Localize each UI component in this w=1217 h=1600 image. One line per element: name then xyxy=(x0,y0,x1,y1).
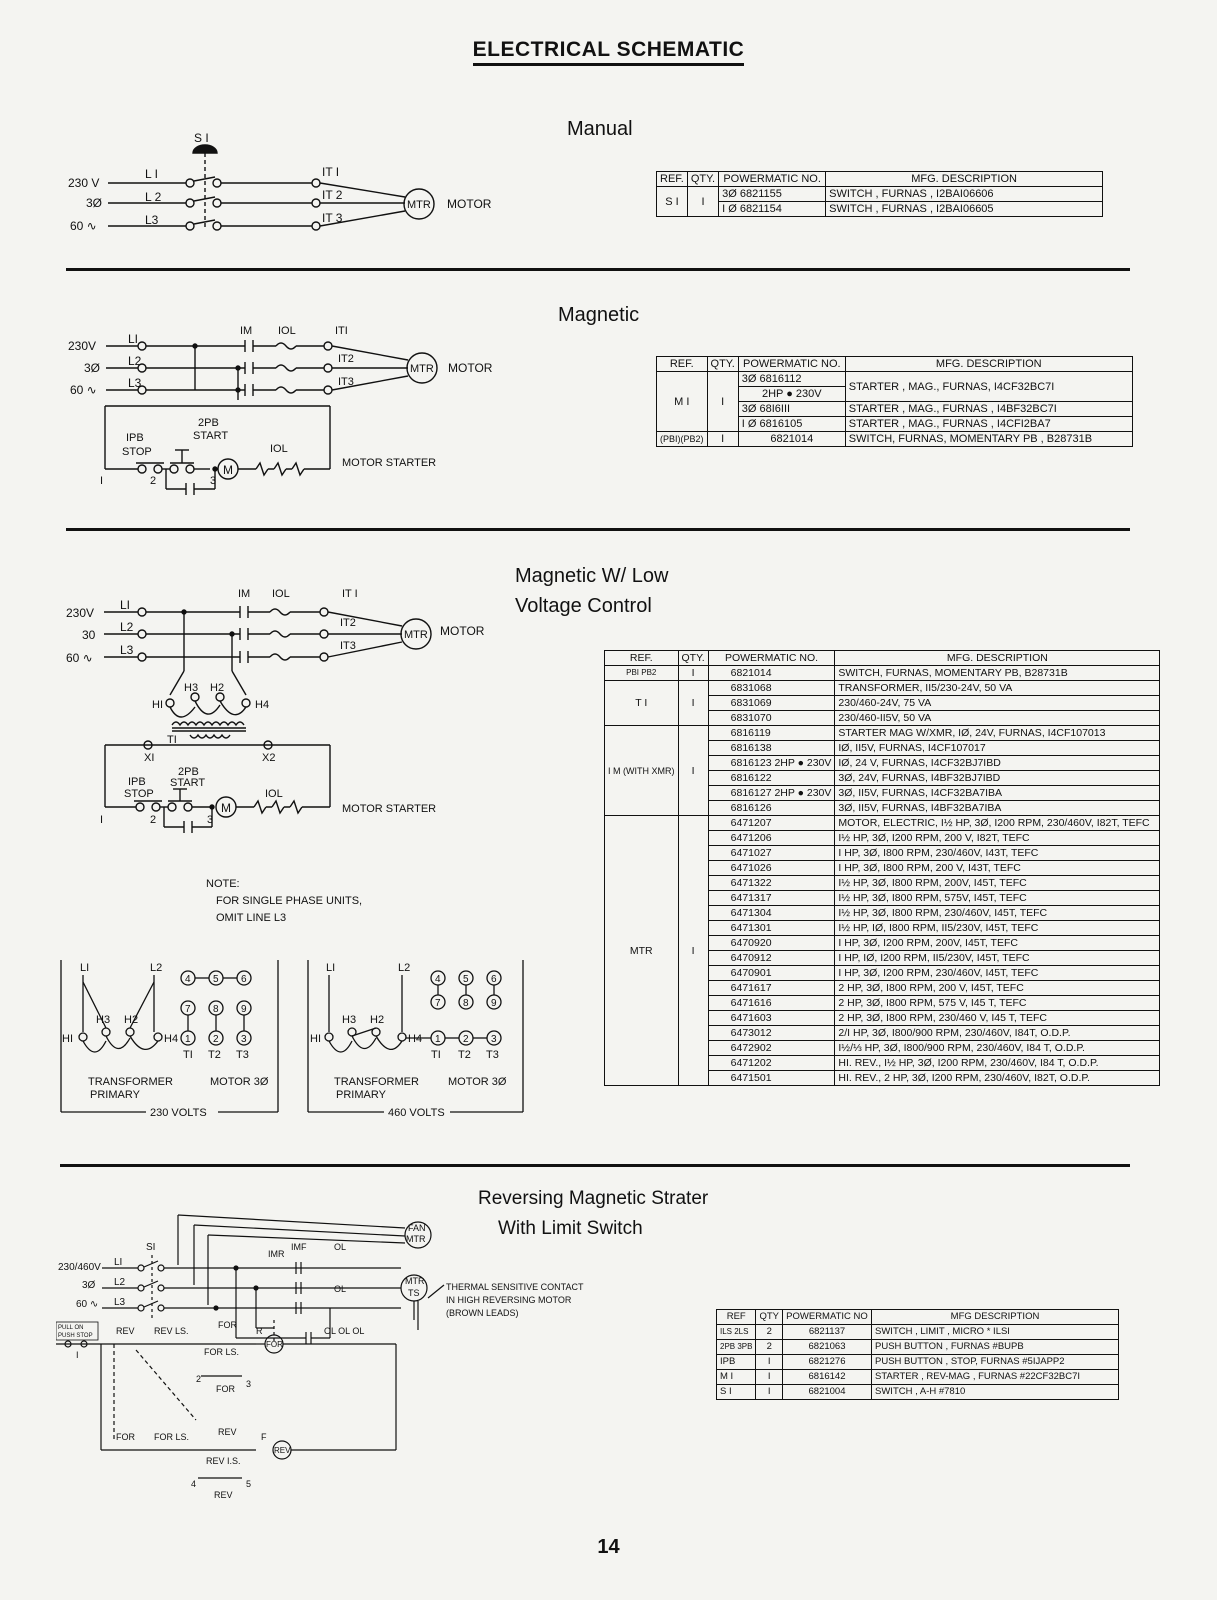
table-row: 6816123 2HP ● 230V IØ, 24 V, FURNAS, I4CF32BJ7IBD xyxy=(605,756,1160,771)
table-header-row: REF QTY POWERMATIC NO MFG DESCRIPTION xyxy=(717,1310,1119,1325)
table-row: 6816126 3Ø, II5V, FURNAS, I4BF32BA7IBA xyxy=(605,801,1160,816)
ol-label: OL xyxy=(334,1242,347,1252)
for-pb-label: FOR xyxy=(116,1432,135,1442)
thermal-line-2: IN HIGH REVERSING MOTOR xyxy=(446,1295,572,1305)
svg-text:9: 9 xyxy=(241,1004,247,1015)
l2-label: L2 xyxy=(150,962,163,974)
l2-label: L 2 xyxy=(145,190,162,204)
table-row: 6470912 I HP, IØ, I200 RPM, II5/230V, I45T, TEFC xyxy=(605,951,1160,966)
svg-text:4: 4 xyxy=(435,974,441,985)
start-label: START xyxy=(193,430,229,442)
l1-label: LI xyxy=(80,962,90,974)
phase-label: 3Ø xyxy=(84,361,101,375)
svg-text:3: 3 xyxy=(491,1034,497,1045)
table-row: I Ø 6816105 STARTER , MAG., FURNAS , I4CFI2BA7 xyxy=(657,417,1133,432)
table-row: 6471616 2 HP, 3Ø, I800 RPM, 575 V, I45 T, TEFC xyxy=(605,996,1160,1011)
table-row: 6471617 2 HP, 3Ø, I800 RPM, 200 V, I45T, TEFC xyxy=(605,981,1160,996)
table-row: 6471603 2 HP, 3Ø, I800 RPM, 230/460 V, I45 T, TEFC xyxy=(605,1011,1160,1026)
r-label: R xyxy=(256,1326,263,1336)
motor-symbol: MTR xyxy=(404,629,428,641)
table-row: 6816127 2HP ● 230V 3Ø, II5V, FURNAS, I4CF32BA7IBA xyxy=(605,786,1160,801)
starter-label: MOTOR STARTER xyxy=(342,803,437,815)
table-row: T I I 6831068 TRANSFORMER, II5/230-24V, 50 VA xyxy=(605,681,1160,696)
node-2-label: 2 xyxy=(150,814,157,826)
page-title: ELECTRICAL SCHEMATIC xyxy=(0,38,1217,62)
l2-label: L2 xyxy=(114,1277,126,1288)
pull-on-label: PULL ON xyxy=(58,1325,84,1331)
im-label: IM xyxy=(238,588,251,600)
thermal-line-3: (BROWN LEADS) xyxy=(446,1308,519,1318)
section-divider xyxy=(66,528,1130,531)
t2-label: T2 xyxy=(458,1049,471,1061)
v230-label: 230V xyxy=(66,606,95,620)
table-header-row: REF. QTY. POWERMATIC NO. MFG. DESCRIPTION xyxy=(605,651,1160,666)
table-row: PBI PB2 I 6821014 SWITCH, FURNAS, MOMENTARY PB, B28731B xyxy=(605,666,1160,681)
manual-parts-table xyxy=(656,171,1103,217)
v230-label: 230 V xyxy=(68,176,100,190)
t3-label: T3 xyxy=(236,1049,249,1061)
table-row: 2HP ● 230V xyxy=(657,387,1133,402)
x1-label: XI xyxy=(144,752,155,764)
phase-label: 3Ø xyxy=(86,196,103,210)
table-header-row: REF. QTY. POWERMATIC NO. MFG. DESCRIPTION xyxy=(657,172,1103,187)
node-2-label: 2 xyxy=(150,475,157,487)
table-row: 6471206 I½ HP, 3Ø, I200 RPM, 200 V, I82T, TEFC xyxy=(605,831,1160,846)
h4-label: H4 xyxy=(164,1033,179,1045)
h3-label: H3 xyxy=(342,1014,357,1026)
table-row: M I I 3Ø 6816112 STARTER , MAG., FURNAS, I4CF32BC7I xyxy=(657,372,1133,387)
svg-text:FOR: FOR xyxy=(266,1340,283,1349)
svg-text:4: 4 xyxy=(185,974,191,985)
for-ls2-label: FOR LS. xyxy=(154,1432,190,1442)
table-row: MTR I 6471207 MOTOR, ELECTRIC, I½ HP, 3Ø, I200 RPM, 230/460V, I82T, TEFC xyxy=(605,816,1160,831)
table-row: 2PB 3PB 2 6821063 PUSH BUTTON , FURNAS #BUPB xyxy=(717,1340,1119,1355)
l3-label: L3 xyxy=(120,643,134,657)
t2-label: IT2 xyxy=(338,353,354,365)
motor-label: MOTOR xyxy=(440,624,485,638)
table-row: 3Ø 68I6III STARTER , MAG., FURNAS , I4BF32BC7I xyxy=(657,402,1133,417)
table-row: S I I 3Ø 6821155 SWITCH , FURNAS , I2BAI06606 xyxy=(657,187,1103,202)
magnetic-heading: Magnetic xyxy=(558,304,640,326)
svg-text:5: 5 xyxy=(463,974,469,985)
rev-bottom-label: REV xyxy=(214,1490,233,1500)
t2-label: T2 xyxy=(208,1049,221,1061)
reversing-parts-table xyxy=(716,1309,1119,1400)
node-1-label: I xyxy=(76,1350,79,1360)
page-number: 14 xyxy=(597,1536,620,1558)
hz-label: 60 ∿ xyxy=(70,383,97,397)
svg-text:OL OL OL: OL OL OL xyxy=(324,1326,365,1336)
phase-label: 3Ø xyxy=(82,1280,96,1291)
svg-text:1: 1 xyxy=(185,1034,191,1045)
svg-text:8: 8 xyxy=(463,998,469,1009)
pb2-label: 2PB xyxy=(198,417,219,429)
section-divider xyxy=(66,268,1130,271)
tp1-label: TRANSFORMER xyxy=(334,1076,419,1088)
tp1-label: TRANSFORMER xyxy=(88,1076,173,1088)
table-row: (PBI)(PB2) I 6821014 SWITCH, FURNAS, MOMENTARY PB , B28731B xyxy=(657,432,1133,447)
low-voltage-schematic xyxy=(60,585,510,855)
l3-label: L3 xyxy=(145,213,159,227)
node-1-label: I xyxy=(100,814,104,826)
t3-label: IT3 xyxy=(338,376,354,388)
table-row: ILS 2LS 2 6821137 SWITCH , LIMIT , MICRO * ILSI xyxy=(717,1325,1119,1340)
svg-text:2: 2 xyxy=(213,1034,219,1045)
tp2-label: PRIMARY xyxy=(90,1089,140,1101)
node-1-label: I xyxy=(100,475,104,487)
table-row: 6470920 I HP, 3Ø, I200 RPM, 200V, I45T, TEFC xyxy=(605,936,1160,951)
magnetic-schematic xyxy=(60,322,500,502)
h4-label: H4 xyxy=(255,699,270,711)
table-row: 6473012 2/I HP, 3Ø, I800/900 RPM, 230/460V, I84T, O.D.P. xyxy=(605,1026,1160,1041)
low-voltage-parts-table xyxy=(604,650,1160,1086)
magnetic-parts-table xyxy=(656,356,1133,447)
t2-label: IT2 xyxy=(340,617,356,629)
imr-label: IMR xyxy=(268,1249,285,1259)
h3-label: H3 xyxy=(184,682,199,694)
table-row: 6471501 HI. REV., 2 HP, 3Ø, I200 RPM, 230/460V, I82T, O.D.P. xyxy=(605,1071,1160,1086)
manual-heading: Manual xyxy=(567,118,633,140)
s1-label: S I xyxy=(194,131,209,145)
fan-motor-label: MTR xyxy=(406,1234,426,1244)
table-row: I Ø 6821154 SWITCH , FURNAS , I2BAI06605 xyxy=(657,202,1103,217)
table-row: 6470901 I HP, 3Ø, I200 RPM, 230/460V, I45T, TEFC xyxy=(605,966,1160,981)
connection-230v xyxy=(61,960,278,1119)
svg-text:1: 1 xyxy=(435,1034,441,1045)
svg-text:6: 6 xyxy=(491,974,497,985)
t1-label: TI xyxy=(183,1049,193,1061)
tp2-label: PRIMARY xyxy=(336,1089,386,1101)
hz-label: 60 ∿ xyxy=(70,219,97,233)
v230-label: 230V xyxy=(68,339,97,353)
thermal-line-1: THERMAL SENSITIVE CONTACT xyxy=(446,1282,584,1292)
f-label: F xyxy=(261,1432,267,1442)
note-line-1: FOR SINGLE PHASE UNITS, xyxy=(216,895,363,907)
svg-text:7: 7 xyxy=(435,998,441,1009)
iol2-label: IOL xyxy=(265,788,283,800)
table-row: IPB I 6821276 PUSH BUTTON , STOP, FURNAS #5IJAPP2 xyxy=(717,1355,1119,1370)
motor-symbol: MTR xyxy=(405,1276,425,1286)
svg-text:8: 8 xyxy=(213,1004,219,1015)
table-row: S I I 6821004 SWITCH , A-H #7810 xyxy=(717,1385,1119,1400)
start-label: START xyxy=(170,777,206,789)
rev-is-label: REV I.S. xyxy=(206,1456,241,1466)
low-voltage-heading-2: Voltage Control xyxy=(515,595,652,617)
l3-label: L3 xyxy=(128,376,142,390)
reversing-schematic xyxy=(56,1210,616,1530)
svg-text:2: 2 xyxy=(463,1034,469,1045)
table-row: 6471304 I½ HP, 3Ø, I800 RPM, 230/460V, I45T, TEFC xyxy=(605,906,1160,921)
coil-m-label: M xyxy=(223,463,233,477)
node-4-label: 4 xyxy=(191,1479,197,1489)
voltage-label: 230/460V xyxy=(58,1262,101,1273)
motor-symbol: MTR xyxy=(410,363,434,375)
connection-460v xyxy=(308,960,523,1119)
l2-label: L2 xyxy=(398,962,411,974)
h2-label: H2 xyxy=(124,1014,139,1026)
t1-label: TI xyxy=(431,1049,441,1061)
t1-label: IT I xyxy=(322,165,340,179)
table-row: 6471317 I½ HP, 3Ø, I800 RPM, 575V, I45T, TEFC xyxy=(605,891,1160,906)
x2-label: X2 xyxy=(262,752,276,764)
rev-ls-label: REV LS. xyxy=(154,1326,189,1336)
svg-text:5: 5 xyxy=(213,974,219,985)
for-contact-label: FOR xyxy=(216,1384,235,1394)
motor-label: MOTOR xyxy=(448,361,493,375)
l1-label: L I xyxy=(145,167,158,181)
motor-label: MOTOR 3Ø xyxy=(448,1076,507,1088)
h3-label: H3 xyxy=(96,1014,111,1026)
t2-label: IT 2 xyxy=(322,188,343,202)
motor-label: MOTOR xyxy=(447,197,492,211)
l1-label: LI xyxy=(114,1257,123,1268)
table-row: 6471026 I HP, 3Ø, I800 RPM, 200 V, I43T, TEFC xyxy=(605,861,1160,876)
t3-label: T3 xyxy=(486,1049,499,1061)
table-row: 6472902 I½/⅓ HP, 3Ø, I800/900 RPM, 230/460V, I84 T, O.D.P. xyxy=(605,1041,1160,1056)
rev-contact-label: REV xyxy=(218,1427,237,1437)
motor-symbol: MTR xyxy=(407,199,431,211)
note-label: NOTE: xyxy=(206,878,240,890)
volts-460-label: 460 VOLTS xyxy=(388,1107,445,1119)
im-label: IM xyxy=(240,325,253,337)
table-header-row: REF. QTY. POWERMATIC NO. MFG. DESCRIPTION xyxy=(657,357,1133,372)
t3-label: IT3 xyxy=(340,640,356,652)
reversing-heading-1: Reversing Magnetic Strater xyxy=(478,1188,709,1209)
node-5-label: 5 xyxy=(246,1479,252,1489)
note-line-2: OMIT LINE L3 xyxy=(216,912,287,924)
h1-label: HI xyxy=(152,699,163,711)
s1-label: SI xyxy=(146,1242,156,1253)
h2-label: H2 xyxy=(210,682,225,694)
t1-label: ITI xyxy=(335,325,348,337)
l3-label: L3 xyxy=(114,1297,126,1308)
l1-label: LI xyxy=(128,332,139,346)
iol2-label: IOL xyxy=(270,443,288,455)
stop-label: STOP xyxy=(124,788,154,800)
push-stop-label: PUSH STOP xyxy=(58,1333,93,1339)
table-row: 6831069 230/460-24V, 75 VA xyxy=(605,696,1160,711)
svg-text:9: 9 xyxy=(491,998,497,1009)
node-3-label: 3 xyxy=(246,1379,252,1389)
node-3-label: 3 xyxy=(210,475,217,487)
table-row: 6816138 IØ, II5V, FURNAS, I4CF107017 xyxy=(605,741,1160,756)
pb1-label: IPB xyxy=(128,776,146,788)
svg-text:7: 7 xyxy=(185,1004,191,1015)
voltage-connection-diagrams xyxy=(58,960,538,1150)
iol-label: IOL xyxy=(278,325,296,337)
l2-label: L2 xyxy=(120,620,134,634)
note-block xyxy=(206,876,362,927)
t3-label: IT 3 xyxy=(322,211,343,225)
rev-label: REV xyxy=(116,1326,135,1336)
table-row: 6471027 I HP, 3Ø, I800 RPM, 230/460V, I43T, TEFC xyxy=(605,846,1160,861)
fan-label: FAN xyxy=(408,1223,426,1233)
phase-label: 30 xyxy=(82,628,96,642)
motor-label: MOTOR 3Ø xyxy=(210,1076,269,1088)
table-row: 6471202 HI. REV., I½ HP, 3Ø, I200 RPM, 230/460V, I84 T, O.D.P. xyxy=(605,1056,1160,1071)
table-row: 6471322 I½ HP, 3Ø, I800 RPM, 200V, I45T, TEFC xyxy=(605,876,1160,891)
svg-text:3: 3 xyxy=(241,1034,247,1045)
l1-label: LI xyxy=(326,962,336,974)
low-voltage-heading-1: Magnetic W/ Low xyxy=(515,565,669,587)
reversing-heading-2: With Limit Switch xyxy=(498,1218,643,1239)
coil-m-label: M xyxy=(221,801,231,815)
starter-label: MOTOR STARTER xyxy=(342,457,437,469)
l2-label: L2 xyxy=(128,354,142,368)
node-2-label: 2 xyxy=(196,1374,202,1384)
h4-label: H4 xyxy=(408,1033,423,1045)
table-row: 6816122 3Ø, 24V, FURNAS, I4BF32BJ7IBD xyxy=(605,771,1160,786)
table-row: M I I 6816142 STARTER , REV-MAG , FURNAS #22CF32BC7I xyxy=(717,1370,1119,1385)
h2-label: H2 xyxy=(370,1014,385,1026)
svg-text:REV: REV xyxy=(274,1446,291,1455)
volts-230-label: 230 VOLTS xyxy=(150,1107,207,1119)
l1-label: LI xyxy=(120,598,131,612)
t1-label: IT I xyxy=(342,588,358,600)
ol2-label: OL xyxy=(334,1284,347,1294)
ts-label: TS xyxy=(408,1288,420,1298)
h1-label: HI xyxy=(62,1033,73,1045)
imf-label: IMF xyxy=(291,1242,307,1252)
pb2-label: 2PB xyxy=(178,766,199,778)
section-divider xyxy=(60,1164,1130,1167)
table-row: I M (WITH XMR) I 6816119 STARTER MAG W/XMR, IØ, 24V, FURNAS, I4CF107013 xyxy=(605,726,1160,741)
hz-label: 60 ∿ xyxy=(76,1299,99,1310)
stop-label: STOP xyxy=(122,446,152,458)
iol-label: IOL xyxy=(272,588,290,600)
svg-text:6: 6 xyxy=(241,974,247,985)
table-row: 6831070 230/460-II5V, 50 VA xyxy=(605,711,1160,726)
hz-label: 60 ∿ xyxy=(66,651,93,665)
for-label: FOR xyxy=(218,1320,237,1330)
node-3-label: 3 xyxy=(207,814,214,826)
manual-schematic xyxy=(60,125,520,245)
for-ls-label: FOR LS. xyxy=(204,1347,240,1357)
h1-label: HI xyxy=(310,1033,321,1045)
table-row: 6471301 I½ HP, IØ, I800 RPM, II5/230V, I45T, TEFC xyxy=(605,921,1160,936)
pb1-label: IPB xyxy=(126,432,144,444)
ti-label: TI xyxy=(167,734,177,746)
